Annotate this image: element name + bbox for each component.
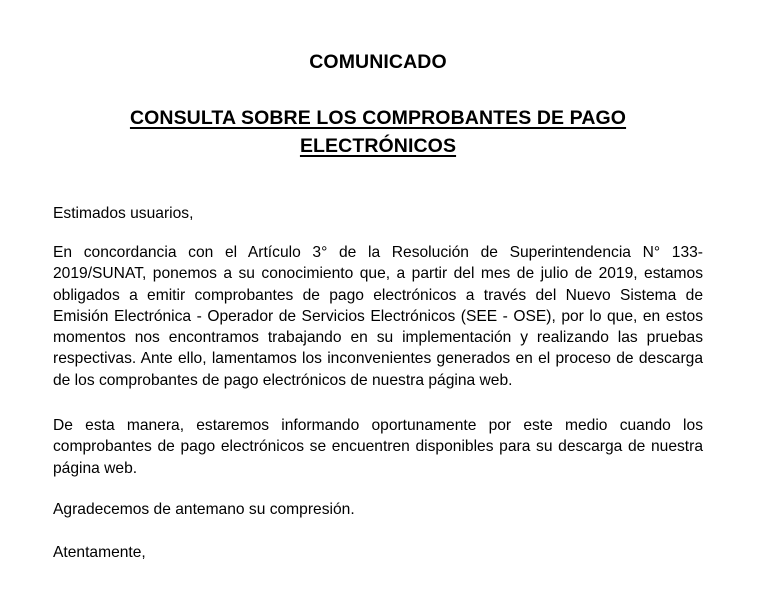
closing-text: Atentamente,: [53, 544, 146, 561]
thanks-text: Agradecemos de antemano su compresión.: [53, 501, 355, 518]
body-paragraph-1: En concordancia con el Artículo 3° de la Resolución de Superintendencia N° 133-2019/SUNAT, ponemos a su conocimiento que, a partir del mes de julio de 2019, estamos obligados a emitir comprobantes de pago electrónicos a través del Nuevo Sistema de Emisión Electrónica - Operador de Servicios Electrónicos (SEE - OSE), por lo que, en estos momentos nos encontramos trabajando en su implementación y realizando las pruebas respectivas. Ante ello, lamentamos los inconvenientes generados en el proceso de descarga de los comprobantes de pago electrónicos de nuestra página web.: [53, 244, 703, 389]
document-title: COMUNICADO: [309, 51, 447, 73]
document-subtitle: CONSULTA SOBRE LOS COMPROBANTES DE PAGO ELECTRÓNICOS: [129, 107, 627, 157]
body-paragraph-2: De esta manera, estaremos informando oportunamente por este medio cuando los comprobantes de pago electrónicos se encuentren disponibles para su descarga de nuestra página web.: [53, 417, 703, 477]
greeting-text: Estimados usuarios,: [53, 205, 194, 222]
